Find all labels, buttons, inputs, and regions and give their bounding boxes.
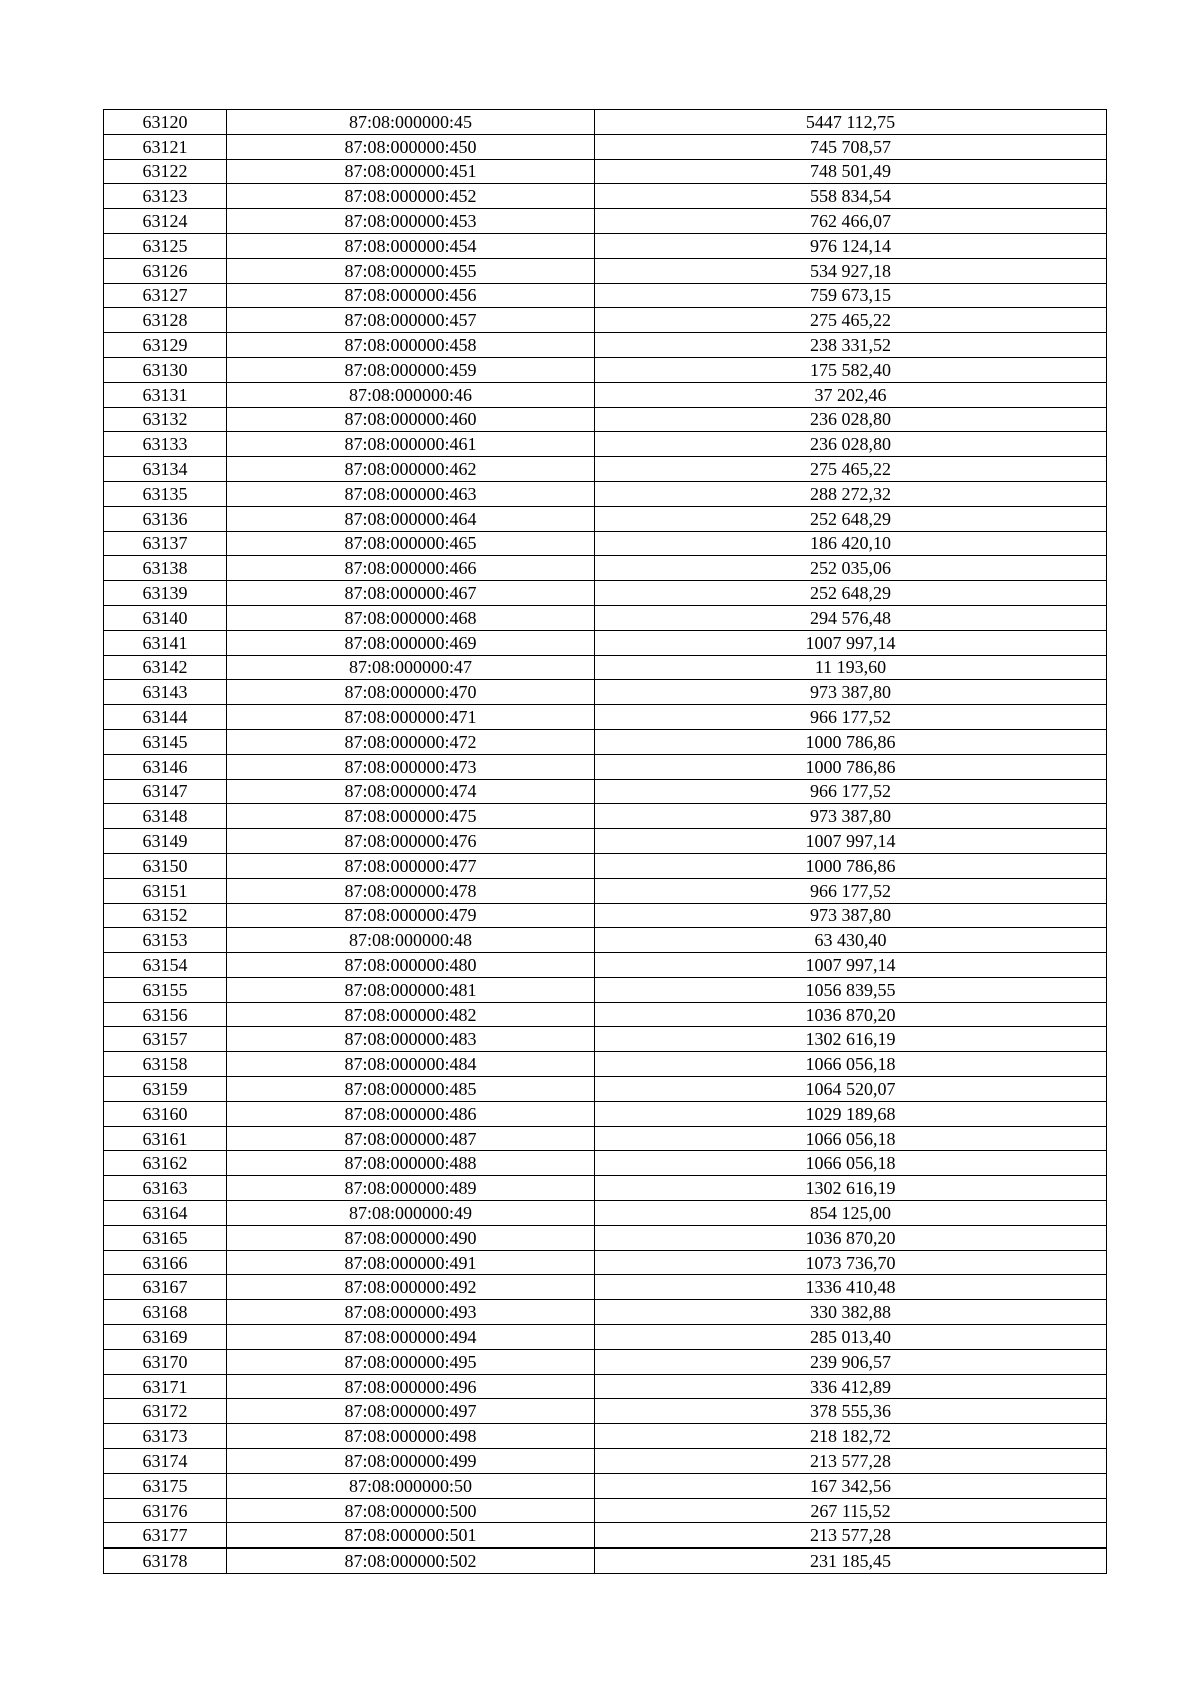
cadastral-value-cell: 1036 870,20 — [595, 1225, 1107, 1250]
table-row — [104, 1325, 1107, 1350]
cadastral-value-cell: 759 673,15 — [595, 283, 1107, 308]
row-number-cell: 63151 — [104, 878, 227, 903]
cadastral-value-cell: 231 185,45 — [595, 1548, 1107, 1573]
table-row — [104, 1250, 1107, 1275]
table-row — [104, 1523, 1107, 1548]
table-row — [104, 457, 1107, 482]
row-number-cell: 63153 — [104, 928, 227, 953]
table-body — [104, 110, 1107, 1574]
row-number-cell: 63150 — [104, 853, 227, 878]
table-row — [104, 1126, 1107, 1151]
row-number-cell: 63125 — [104, 233, 227, 258]
table-row — [104, 1151, 1107, 1176]
row-number-cell: 63148 — [104, 804, 227, 829]
cadastral-number-cell: 87:08:000000:460 — [227, 407, 595, 432]
table-row — [104, 928, 1107, 953]
cadastral-value-cell: 1056 839,55 — [595, 977, 1107, 1002]
cadastral-value-cell: 1302 616,19 — [595, 1176, 1107, 1201]
row-number-cell: 63166 — [104, 1250, 227, 1275]
cadastral-number-cell: 87:08:000000:471 — [227, 705, 595, 730]
table-row — [104, 977, 1107, 1002]
row-number-cell: 63140 — [104, 605, 227, 630]
cadastral-value-cell: 748 501,49 — [595, 159, 1107, 184]
cadastral-value-cell: 1336 410,48 — [595, 1275, 1107, 1300]
row-number-cell: 63135 — [104, 481, 227, 506]
cadastral-value-cell: 1066 056,18 — [595, 1052, 1107, 1077]
row-number-cell: 63165 — [104, 1225, 227, 1250]
cadastral-number-cell: 87:08:000000:476 — [227, 829, 595, 854]
table-row — [104, 581, 1107, 606]
cadastral-number-cell: 87:08:000000:459 — [227, 357, 595, 382]
cadastral-value-cell: 973 387,80 — [595, 804, 1107, 829]
row-number-cell: 63138 — [104, 556, 227, 581]
cadastral-value-cell: 745 708,57 — [595, 134, 1107, 159]
cadastral-value-cell: 1000 786,86 — [595, 754, 1107, 779]
cadastral-value-cell: 11 193,60 — [595, 655, 1107, 680]
cadastral-number-cell: 87:08:000000:452 — [227, 184, 595, 209]
row-number-cell: 63127 — [104, 283, 227, 308]
table-row — [104, 754, 1107, 779]
row-number-cell: 63167 — [104, 1275, 227, 1300]
table-row — [104, 605, 1107, 630]
cadastral-value-cell: 558 834,54 — [595, 184, 1107, 209]
cadastral-number-cell: 87:08:000000:484 — [227, 1052, 595, 1077]
cadastral-number-cell: 87:08:000000:462 — [227, 457, 595, 482]
row-number-cell: 63152 — [104, 903, 227, 928]
cadastral-number-cell: 87:08:000000:487 — [227, 1126, 595, 1151]
cadastral-number-cell: 87:08:000000:48 — [227, 928, 595, 953]
cadastral-number-cell: 87:08:000000:461 — [227, 432, 595, 457]
row-number-cell: 63176 — [104, 1498, 227, 1523]
row-number-cell: 63157 — [104, 1027, 227, 1052]
table-row — [104, 853, 1107, 878]
cadastral-value-cell: 167 342,56 — [595, 1473, 1107, 1498]
cadastral-value-cell: 1036 870,20 — [595, 1002, 1107, 1027]
cadastral-value-table — [103, 109, 1107, 1574]
table-row — [104, 283, 1107, 308]
cadastral-value-cell: 966 177,52 — [595, 878, 1107, 903]
cadastral-number-cell: 87:08:000000:495 — [227, 1349, 595, 1374]
cadastral-number-cell: 87:08:000000:473 — [227, 754, 595, 779]
table-row — [104, 184, 1107, 209]
table-row — [104, 258, 1107, 283]
cadastral-number-cell: 87:08:000000:494 — [227, 1325, 595, 1350]
cadastral-number-cell: 87:08:000000:482 — [227, 1002, 595, 1027]
row-number-cell: 63124 — [104, 209, 227, 234]
cadastral-value-cell: 1000 786,86 — [595, 853, 1107, 878]
table-row — [104, 1449, 1107, 1474]
table-row — [104, 680, 1107, 705]
table-row — [104, 779, 1107, 804]
cadastral-number-cell: 87:08:000000:470 — [227, 680, 595, 705]
cadastral-number-cell: 87:08:000000:501 — [227, 1523, 595, 1548]
cadastral-value-cell: 252 648,29 — [595, 581, 1107, 606]
cadastral-number-cell: 87:08:000000:496 — [227, 1374, 595, 1399]
table-row — [104, 531, 1107, 556]
cadastral-value-cell: 285 013,40 — [595, 1325, 1107, 1350]
table-row — [104, 382, 1107, 407]
cadastral-number-cell: 87:08:000000:478 — [227, 878, 595, 903]
table-row — [104, 1225, 1107, 1250]
cadastral-number-cell: 87:08:000000:492 — [227, 1275, 595, 1300]
cadastral-number-cell: 87:08:000000:488 — [227, 1151, 595, 1176]
row-number-cell: 63178 — [104, 1548, 227, 1573]
table-row — [104, 1473, 1107, 1498]
cadastral-value-cell: 267 115,52 — [595, 1498, 1107, 1523]
table-row — [104, 878, 1107, 903]
table-row — [104, 1374, 1107, 1399]
cadastral-value-cell: 252 648,29 — [595, 506, 1107, 531]
cadastral-value-cell: 288 272,32 — [595, 481, 1107, 506]
cadastral-value-cell: 336 412,89 — [595, 1374, 1107, 1399]
cadastral-value-cell: 1007 997,14 — [595, 630, 1107, 655]
cadastral-value-cell: 213 577,28 — [595, 1523, 1107, 1548]
row-number-cell: 63155 — [104, 977, 227, 1002]
table-row — [104, 1349, 1107, 1374]
row-number-cell: 63121 — [104, 134, 227, 159]
cadastral-number-cell: 87:08:000000:474 — [227, 779, 595, 804]
cadastral-number-cell: 87:08:000000:486 — [227, 1101, 595, 1126]
table-row — [104, 705, 1107, 730]
row-number-cell: 63128 — [104, 308, 227, 333]
table-row — [104, 804, 1107, 829]
table-row — [104, 1548, 1107, 1573]
cadastral-value-cell: 1064 520,07 — [595, 1077, 1107, 1102]
cadastral-number-cell: 87:08:000000:464 — [227, 506, 595, 531]
table-row — [104, 159, 1107, 184]
cadastral-value-cell: 1000 786,86 — [595, 729, 1107, 754]
cadastral-value-cell: 175 582,40 — [595, 357, 1107, 382]
cadastral-number-cell: 87:08:000000:490 — [227, 1225, 595, 1250]
table-row — [104, 1201, 1107, 1226]
cadastral-value-cell: 5447 112,75 — [595, 110, 1107, 135]
cadastral-number-cell: 87:08:000000:454 — [227, 233, 595, 258]
row-number-cell: 63172 — [104, 1399, 227, 1424]
cadastral-number-cell: 87:08:000000:485 — [227, 1077, 595, 1102]
row-number-cell: 63169 — [104, 1325, 227, 1350]
cadastral-value-cell: 378 555,36 — [595, 1399, 1107, 1424]
cadastral-number-cell: 87:08:000000:481 — [227, 977, 595, 1002]
row-number-cell: 63161 — [104, 1126, 227, 1151]
cadastral-number-cell: 87:08:000000:477 — [227, 853, 595, 878]
row-number-cell: 63177 — [104, 1523, 227, 1548]
cadastral-value-cell: 186 420,10 — [595, 531, 1107, 556]
cadastral-number-cell: 87:08:000000:480 — [227, 953, 595, 978]
cadastral-value-cell: 973 387,80 — [595, 680, 1107, 705]
cadastral-number-cell: 87:08:000000:500 — [227, 1498, 595, 1523]
table-row — [104, 233, 1107, 258]
row-number-cell: 63129 — [104, 333, 227, 358]
cadastral-number-cell: 87:08:000000:493 — [227, 1300, 595, 1325]
row-number-cell: 63144 — [104, 705, 227, 730]
cadastral-value-cell: 218 182,72 — [595, 1424, 1107, 1449]
cadastral-value-cell: 238 331,52 — [595, 333, 1107, 358]
row-number-cell: 63158 — [104, 1052, 227, 1077]
row-number-cell: 63174 — [104, 1449, 227, 1474]
cadastral-value-cell: 330 382,88 — [595, 1300, 1107, 1325]
row-number-cell: 63133 — [104, 432, 227, 457]
cadastral-value-cell: 966 177,52 — [595, 705, 1107, 730]
cadastral-value-cell: 37 202,46 — [595, 382, 1107, 407]
cadastral-value-cell: 213 577,28 — [595, 1449, 1107, 1474]
cadastral-number-cell: 87:08:000000:455 — [227, 258, 595, 283]
row-number-cell: 63130 — [104, 357, 227, 382]
row-number-cell: 63173 — [104, 1424, 227, 1449]
cadastral-number-cell: 87:08:000000:50 — [227, 1473, 595, 1498]
cadastral-number-cell: 87:08:000000:469 — [227, 630, 595, 655]
cadastral-number-cell: 87:08:000000:47 — [227, 655, 595, 680]
cadastral-number-cell: 87:08:000000:475 — [227, 804, 595, 829]
row-number-cell: 63141 — [104, 630, 227, 655]
table-row — [104, 481, 1107, 506]
table-row — [104, 655, 1107, 680]
table-row — [104, 407, 1107, 432]
table-row — [104, 1176, 1107, 1201]
cadastral-number-cell: 87:08:000000:46 — [227, 382, 595, 407]
row-number-cell: 63142 — [104, 655, 227, 680]
row-number-cell: 63134 — [104, 457, 227, 482]
cadastral-value-cell: 1029 189,68 — [595, 1101, 1107, 1126]
table-row — [104, 1027, 1107, 1052]
table-row — [104, 829, 1107, 854]
cadastral-value-cell: 1007 997,14 — [595, 953, 1107, 978]
cadastral-value-cell: 762 466,07 — [595, 209, 1107, 234]
table-row — [104, 1498, 1107, 1523]
cadastral-number-cell: 87:08:000000:45 — [227, 110, 595, 135]
cadastral-number-cell: 87:08:000000:453 — [227, 209, 595, 234]
row-number-cell: 63131 — [104, 382, 227, 407]
cadastral-value-cell: 275 465,22 — [595, 457, 1107, 482]
cadastral-value-cell: 275 465,22 — [595, 308, 1107, 333]
cadastral-number-cell: 87:08:000000:458 — [227, 333, 595, 358]
cadastral-number-cell: 87:08:000000:502 — [227, 1548, 595, 1573]
row-number-cell: 63120 — [104, 110, 227, 135]
row-number-cell: 63126 — [104, 258, 227, 283]
cadastral-number-cell: 87:08:000000:489 — [227, 1176, 595, 1201]
row-number-cell: 63123 — [104, 184, 227, 209]
table-row — [104, 1275, 1107, 1300]
cadastral-number-cell: 87:08:000000:472 — [227, 729, 595, 754]
table-row — [104, 1052, 1107, 1077]
cadastral-value-cell: 294 576,48 — [595, 605, 1107, 630]
cadastral-value-cell: 236 028,80 — [595, 407, 1107, 432]
cadastral-number-cell: 87:08:000000:451 — [227, 159, 595, 184]
table-row — [104, 1300, 1107, 1325]
row-number-cell: 63137 — [104, 531, 227, 556]
cadastral-number-cell: 87:08:000000:491 — [227, 1250, 595, 1275]
cadastral-value-cell: 1302 616,19 — [595, 1027, 1107, 1052]
table-row — [104, 630, 1107, 655]
cadastral-number-cell: 87:08:000000:49 — [227, 1201, 595, 1226]
row-number-cell: 63143 — [104, 680, 227, 705]
cadastral-value-cell: 976 124,14 — [595, 233, 1107, 258]
table-row — [104, 1424, 1107, 1449]
cadastral-number-cell: 87:08:000000:479 — [227, 903, 595, 928]
table-row — [104, 1077, 1107, 1102]
cadastral-value-cell: 239 906,57 — [595, 1349, 1107, 1374]
cadastral-number-cell: 87:08:000000:450 — [227, 134, 595, 159]
cadastral-value-cell: 1073 736,70 — [595, 1250, 1107, 1275]
table-row — [104, 506, 1107, 531]
cadastral-value-cell: 973 387,80 — [595, 903, 1107, 928]
cadastral-number-cell: 87:08:000000:463 — [227, 481, 595, 506]
table-row — [104, 357, 1107, 382]
table-row — [104, 333, 1107, 358]
table-row — [104, 308, 1107, 333]
cadastral-value-cell: 63 430,40 — [595, 928, 1107, 953]
table-row — [104, 556, 1107, 581]
cadastral-number-cell: 87:08:000000:465 — [227, 531, 595, 556]
table-row — [104, 1399, 1107, 1424]
cadastral-value-cell: 966 177,52 — [595, 779, 1107, 804]
row-number-cell: 63160 — [104, 1101, 227, 1126]
table-row — [104, 134, 1107, 159]
cadastral-value-cell: 252 035,06 — [595, 556, 1107, 581]
row-number-cell: 63175 — [104, 1473, 227, 1498]
table-row — [104, 953, 1107, 978]
cadastral-value-cell: 1066 056,18 — [595, 1126, 1107, 1151]
cadastral-number-cell: 87:08:000000:499 — [227, 1449, 595, 1474]
row-number-cell: 63164 — [104, 1201, 227, 1226]
table-row — [104, 209, 1107, 234]
row-number-cell: 63136 — [104, 506, 227, 531]
cadastral-number-cell: 87:08:000000:467 — [227, 581, 595, 606]
cadastral-value-cell: 1066 056,18 — [595, 1151, 1107, 1176]
cadastral-value-cell: 1007 997,14 — [595, 829, 1107, 854]
row-number-cell: 63139 — [104, 581, 227, 606]
row-number-cell: 63171 — [104, 1374, 227, 1399]
row-number-cell: 63156 — [104, 1002, 227, 1027]
row-number-cell: 63145 — [104, 729, 227, 754]
row-number-cell: 63146 — [104, 754, 227, 779]
cadastral-value-cell: 854 125,00 — [595, 1201, 1107, 1226]
cadastral-value-cell: 236 028,80 — [595, 432, 1107, 457]
cadastral-number-cell: 87:08:000000:457 — [227, 308, 595, 333]
table-row — [104, 903, 1107, 928]
row-number-cell: 63159 — [104, 1077, 227, 1102]
cadastral-number-cell: 87:08:000000:497 — [227, 1399, 595, 1424]
row-number-cell: 63162 — [104, 1151, 227, 1176]
cadastral-value-cell: 534 927,18 — [595, 258, 1107, 283]
table-row — [104, 1101, 1107, 1126]
table-row — [104, 1002, 1107, 1027]
cadastral-number-cell: 87:08:000000:466 — [227, 556, 595, 581]
table-row — [104, 432, 1107, 457]
table-row — [104, 110, 1107, 135]
cadastral-number-cell: 87:08:000000:468 — [227, 605, 595, 630]
row-number-cell: 63149 — [104, 829, 227, 854]
row-number-cell: 63122 — [104, 159, 227, 184]
row-number-cell: 63170 — [104, 1349, 227, 1374]
cadastral-number-cell: 87:08:000000:456 — [227, 283, 595, 308]
row-number-cell: 63147 — [104, 779, 227, 804]
row-number-cell: 63132 — [104, 407, 227, 432]
table-row — [104, 729, 1107, 754]
row-number-cell: 63154 — [104, 953, 227, 978]
row-number-cell: 63163 — [104, 1176, 227, 1201]
cadastral-number-cell: 87:08:000000:483 — [227, 1027, 595, 1052]
cadastral-number-cell: 87:08:000000:498 — [227, 1424, 595, 1449]
row-number-cell: 63168 — [104, 1300, 227, 1325]
